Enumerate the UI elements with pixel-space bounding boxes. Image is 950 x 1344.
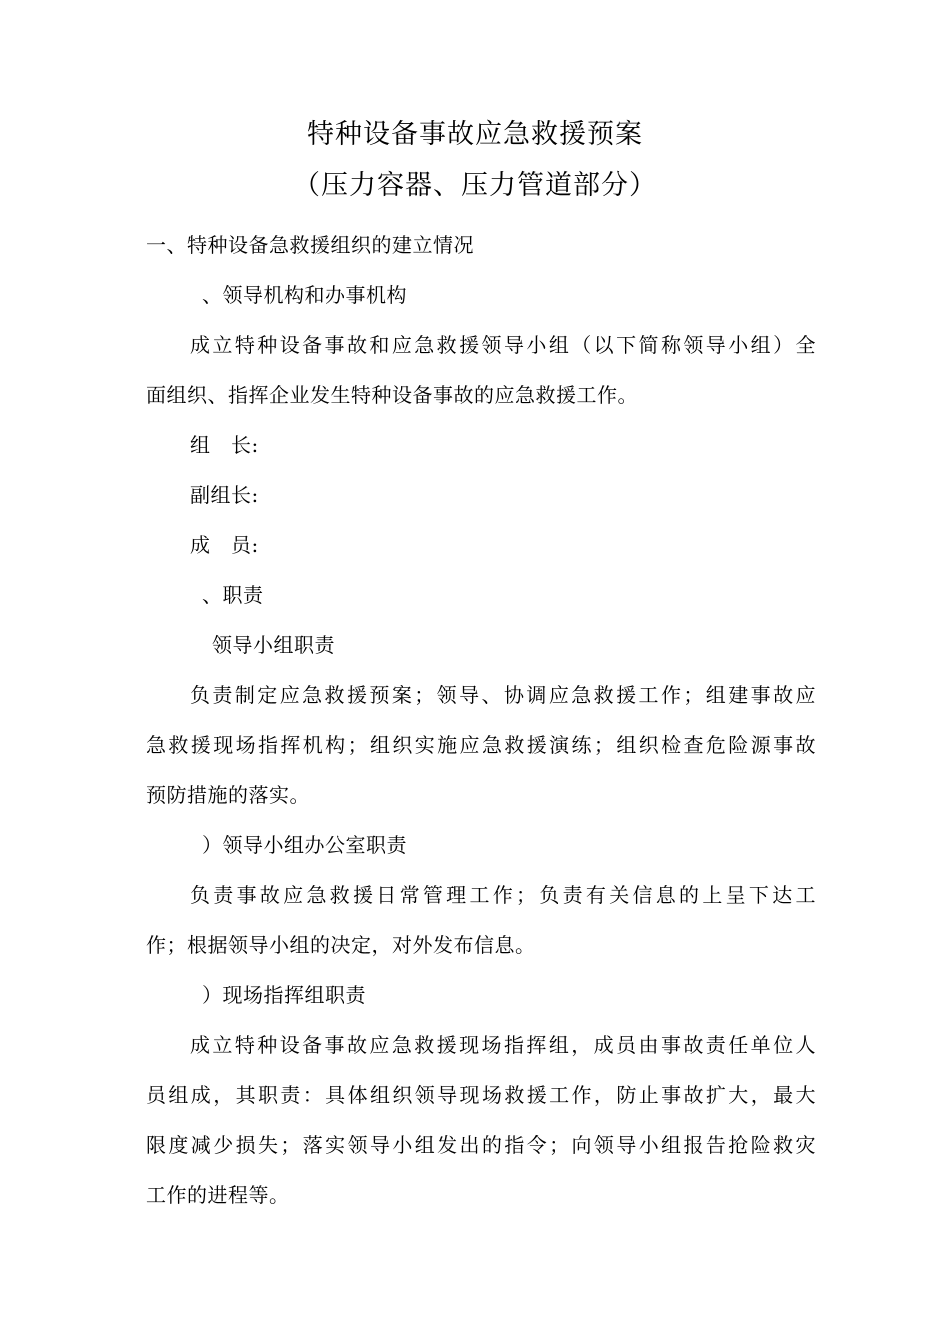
document-body	[146, 220, 816, 1220]
paragraph-line: 成立特种设备事故和应急救援领导小组（以下简称领导小组）全	[190, 333, 816, 357]
paragraph-line: 急救援现场指挥机构；组织实施应急救援演练；组织检查危险源事故	[146, 733, 816, 757]
paragraph-line: 成立特种设备事故应急救援现场指挥组，成员由事故责任单位人	[190, 1033, 816, 1057]
duty-heading-leadership: 领导小组职责	[212, 633, 335, 657]
paragraph-line: 员组成，其职责：具体组织领导现场救援工作，防止事故扩大，最大	[146, 1083, 816, 1107]
leader-label: 组 长:	[190, 433, 259, 457]
paragraph-line: 面组织、指挥企业发生特种设备事故的应急救援工作。	[146, 383, 638, 407]
paragraph-line: 预防措施的落实。	[146, 783, 310, 807]
paragraph-line: 负责事故应急救援日常管理工作；负责有关信息的上呈下达工	[190, 883, 816, 907]
paragraph-line: 工作的进程等。	[146, 1183, 290, 1207]
paragraph-line: 作；根据领导小组的决定，对外发布信息。	[146, 933, 536, 957]
subsection-heading-duties: 、职责	[202, 583, 264, 607]
document-subtitle: （压力容器、压力管道部分）	[293, 170, 657, 201]
document-title: 特种设备事故应急救援预案	[307, 119, 643, 150]
deputy-leader-label: 副组长:	[190, 483, 259, 507]
member-label: 成 员:	[190, 533, 259, 557]
paragraph-line: 限度减少损失；落实领导小组发出的指令；向领导小组报告抢险救灾	[146, 1133, 816, 1157]
section-heading: 一、特种设备急救援组织的建立情况	[146, 233, 474, 257]
duty-heading-onsite-command: ）现场指挥组职责	[202, 983, 366, 1007]
paragraph-line: 负责制定应急救援预案；领导、协调应急救援工作；组建事故应	[190, 683, 816, 707]
duty-heading-office: ）领导小组办公室职责	[202, 833, 407, 857]
subsection-heading-organization: 、领导机构和办事机构	[202, 283, 407, 307]
